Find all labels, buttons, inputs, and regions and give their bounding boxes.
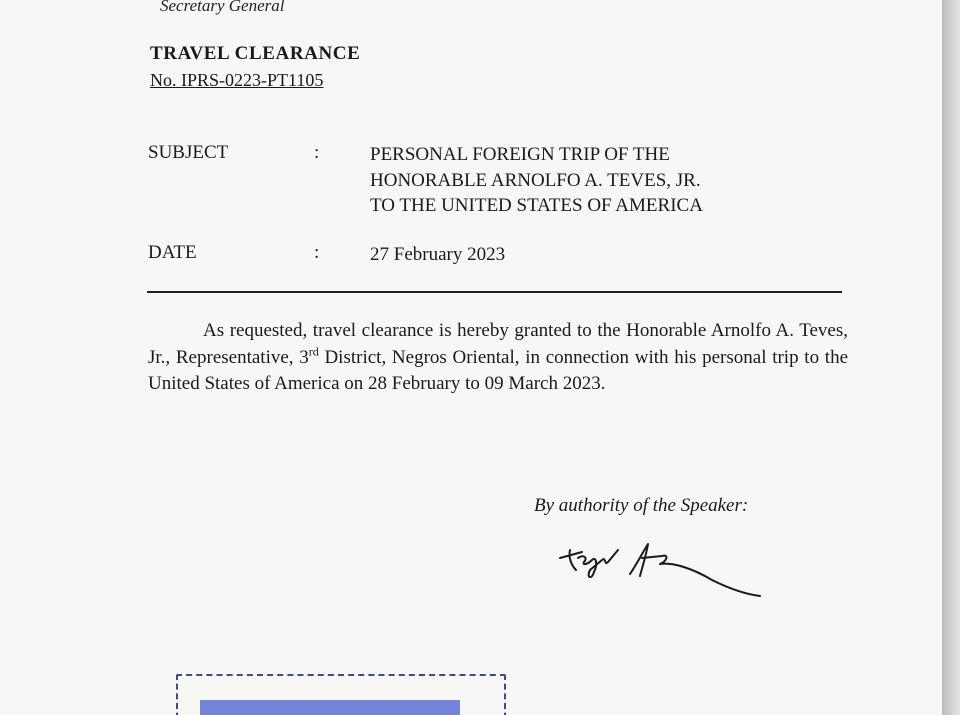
page-edge-shadow bbox=[942, 0, 960, 715]
date-colon: : bbox=[314, 242, 320, 263]
office-subtitle: Secretary General bbox=[160, 0, 285, 15]
subject-line-2: HONORABLE ARNOLFO A. TEVES, JR. bbox=[370, 169, 701, 191]
clearance-title: TRAVEL CLEARANCE bbox=[150, 43, 361, 64]
subject-line-1: PERSONAL FOREIGN TRIP OF THE bbox=[370, 144, 670, 165]
date-value: 27 February 2023 bbox=[370, 244, 506, 265]
signature-image bbox=[552, 528, 767, 600]
authority-line: By authority of the Speaker: bbox=[534, 495, 749, 516]
subject-label: SUBJECT bbox=[148, 142, 229, 163]
subject-colon: : bbox=[314, 142, 320, 163]
stamp-ink bbox=[200, 700, 460, 715]
section-divider bbox=[147, 291, 842, 293]
clearance-body bbox=[148, 318, 848, 398]
body-part-1: As requested, travel clearance is hereby granted to the Honorable Arnolfo A. Teves, Jr., Representative, 3 bbox=[148, 320, 848, 368]
body-ordinal-suffix: rd bbox=[308, 344, 319, 359]
body-part-2: District, Negros Oriental, in connection with his personal trip to the United States of America on 28 February to 09 March 2023. bbox=[148, 346, 848, 394]
date-label: DATE bbox=[148, 242, 197, 263]
subject-line-3: TO THE UNITED STATES OF AMERICA bbox=[370, 195, 703, 216]
clearance-number: No. IPRS-0223-PT1105 bbox=[150, 70, 324, 90]
subject-value bbox=[370, 142, 703, 219]
